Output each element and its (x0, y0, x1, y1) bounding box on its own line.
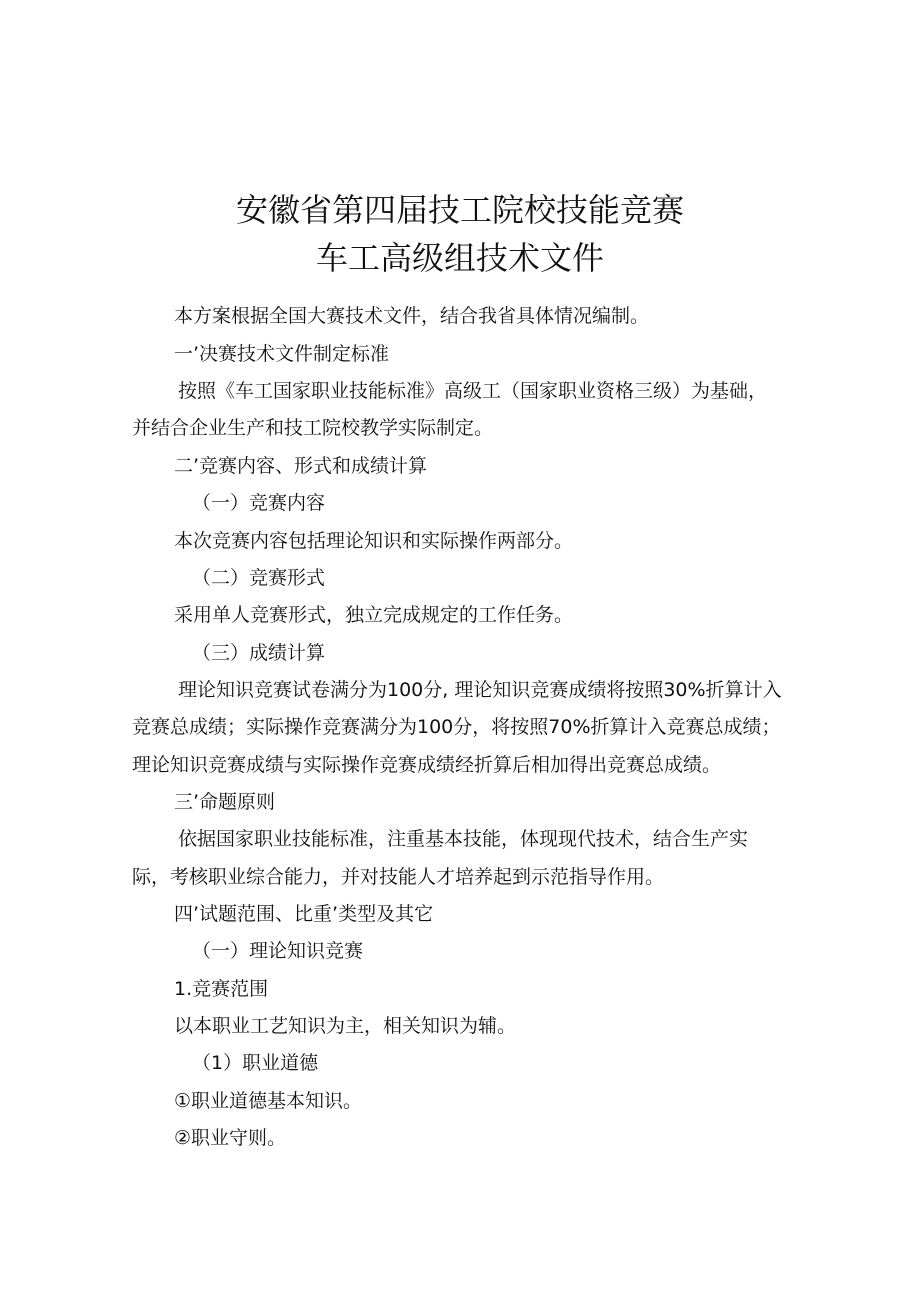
paragraph-principle-line-2: 际，考核职业综合能力，并对技能人才培养起到示范指导作用。 (132, 866, 665, 888)
paragraph-content: 本次竞赛内容包括理论知识和实际操作两部分。 (174, 530, 574, 552)
paragraph-intro: 本方案根据全国大赛技术文件，结合我省具体情况编制。 (174, 305, 650, 327)
paragraph-scope: 以本职业工艺知识为主，相关知识为辅。 (174, 1015, 517, 1037)
paragraph-format: 采用单人竞赛形式，独立完成规定的工作任务。 (174, 604, 574, 626)
list-item-ethics-basics: ①职业道德基本知识。 (174, 1090, 363, 1112)
paragraph-standard-line-1: 按照《车工国家职业技能标准》高级工（国家职业资格三级）为基础， (178, 380, 768, 402)
paragraph-standard-line-2: 并结合企业生产和技工院校教学实际制定。 (132, 417, 494, 439)
paragraph-scoring-line-1: 理论知识竞赛试卷满分为100分, 理论知识竞赛成绩将按照30%折算计入 (178, 679, 782, 701)
paragraph-principle-line-1: 依据国家职业技能标准，注重基本技能，体现现代技术，结合生产实 (178, 828, 749, 850)
document-title-line-2: 车工高级组技术文件 (315, 239, 604, 277)
heading-section-1: 一’决赛技术文件制定标准 (174, 343, 390, 365)
paragraph-scoring-line-2: 竞赛总成绩；实际操作竞赛满分为100分，将按照70%折算计入竞赛总成绩； (132, 716, 781, 738)
list-item-code-of-conduct: ②职业守则。 (174, 1127, 287, 1149)
heading-section-3: 三’命题原则 (174, 791, 276, 813)
heading-section-4: 四’试题范围、比重’类型及其它 (174, 903, 434, 925)
heading-section-2: 二’竞赛内容、形式和成绩计算 (174, 455, 428, 477)
document-title-line-1: 安徽省第四届技工院校技能竞赛 (235, 191, 684, 229)
subheading-scope: 1.竞赛范围 (174, 978, 269, 1000)
list-item-ethics: （1）职业道德 (192, 1052, 319, 1074)
subheading-format: （二）竞赛形式 (192, 567, 326, 589)
subheading-theory: （一）理论知识竞赛 (192, 940, 364, 962)
paragraph-scoring-line-3: 理论知识竞赛成绩与实际操作竞赛成绩经折算后相加得出竞赛总成绩。 (132, 754, 722, 776)
subheading-scoring: （三）成绩计算 (192, 642, 326, 664)
subheading-content: （一）竞赛内容 (192, 492, 326, 514)
